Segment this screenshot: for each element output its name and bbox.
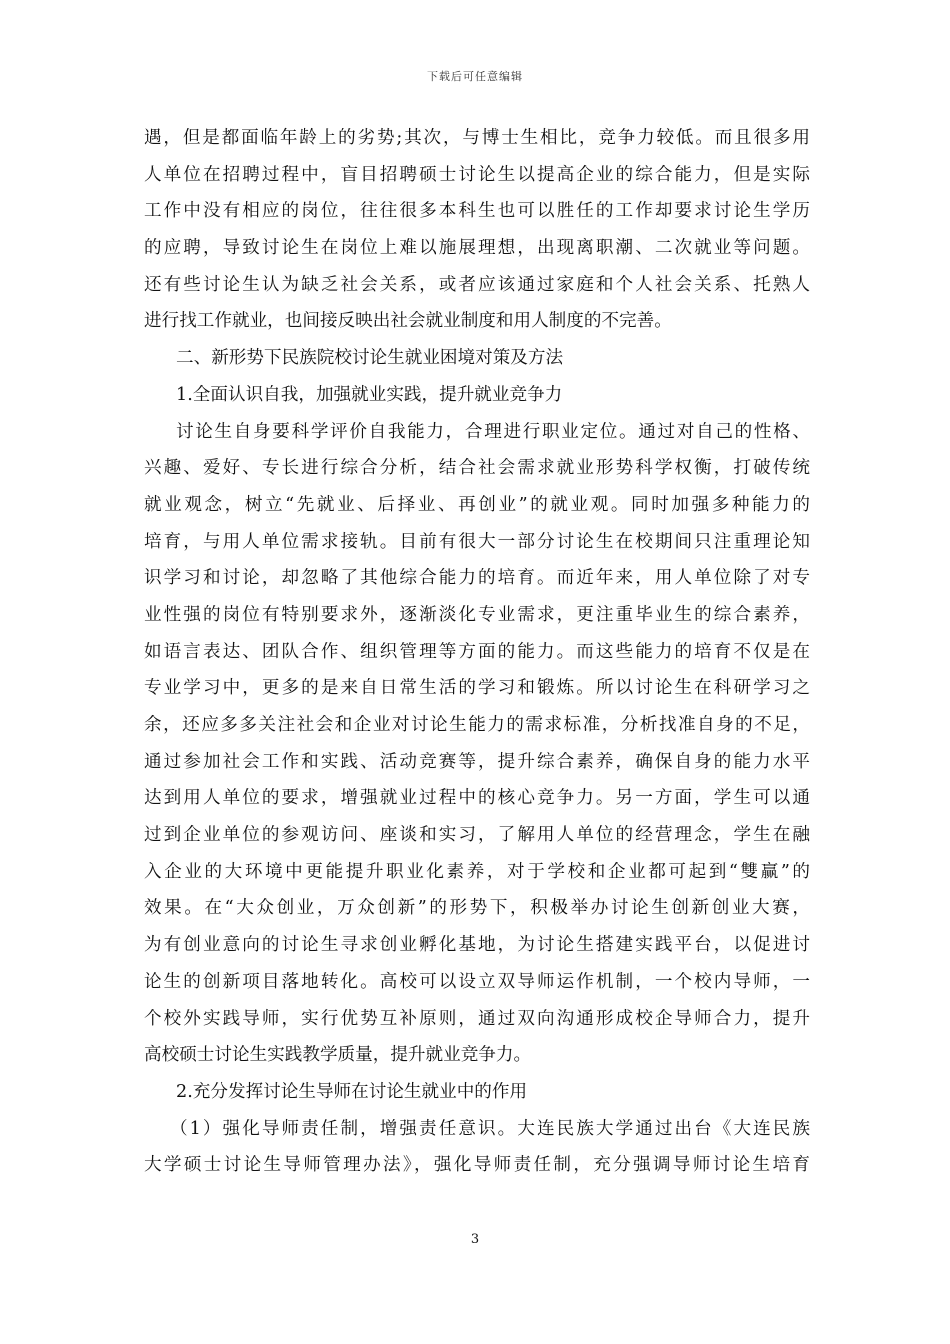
paragraph-line: 效果。在“大众创业，万众创新”的形势下，积极举办讨论生创新创业大赛， [144,898,810,919]
paragraph-line: 还有些讨论生认为缺乏社会关系，或者应该通过家庭和个人社会关系、托熟人 [144,274,810,295]
paragraph-line: 业性强的岗位有特别要求外，逐渐淡化专业需求，更注重毕业生的综合素养， [144,604,810,625]
paragraph-line: 遇，但是都面临年龄上的劣势;其次，与博士生相比，竞争力较低。而且很多用 [144,128,810,148]
section-heading: 二、新形势下民族院校讨论生就业困境对策及方法 [176,348,564,369]
paragraph-line: 高校硕士讨论生实践教学质量，提升就业竞争力。 [144,1045,532,1066]
subsection-heading: 2.充分发挥讨论生导师在讨论生就业中的作用 [176,1081,528,1102]
paragraph-line: 工作中没有相应的岗位，往往很多本科生也可以胜任的工作却要求讨论生学历 [144,201,810,222]
paragraph-line: 讨论生自身要科学评价自我能力，合理进行职业定位。通过对自己的性格、 [176,421,810,442]
paragraph-line: 余，还应多多关注社会和企业对讨论生能力的需求标准，分析找准自身的不足， [144,715,810,735]
paragraph-line: 大学硕士讨论生导师管理办法》，强化导师责任制，充分强调导师讨论生培育 [144,1155,810,1176]
paragraph-line: 论生的创新项目落地转化。高校可以设立双导师运作机制，一个校内导师，一 [144,971,810,992]
paragraph-line: 过到企业单位的参观访问、座谈和实习，了解用人单位的经营理念，学生在融 [144,825,810,846]
paragraph-line: 个校外实践导师，实行优势互补原则，通过双向沟通形成校企导师合力，提升 [144,1008,810,1029]
paragraph-line: 就业观念，树立“先就业、后择业、再创业”的就业观。同时加强多种能力的 [144,494,810,515]
paragraph-line: 为有创业意向的讨论生寻求创业孵化基地，为讨论生搭建实践平台，以促进讨 [144,935,810,956]
paragraph-line: 通过参加社会工作和实践、活动竞赛等，提升综合素养，确保自身的能力水平 [144,751,810,772]
paragraph-line: 入企业的大环境中更能提升职业化素养，对于学校和企业都可起到“雙赢”的 [144,861,810,882]
page-header: 下载后可任意编辑 [427,70,523,83]
page-number: 3 [470,1232,480,1247]
paragraph-line: 的应聘，导致讨论生在岗位上难以施展理想，出现离职潮、二次就业等问题。 [144,238,810,259]
document-body [144,120,810,1184]
paragraph-line: 进行找工作就业，也间接反映出社会就业制度和用人制度的不完善。 [144,311,672,332]
paragraph-line: 兴趣、爱好、专长进行综合分析，结合社会需求就业形势科学权衡，打破传统 [144,458,810,479]
paragraph-line: 培育，与用人单位需求接轨。目前有很大一部分讨论生在校期间只注重理论知 [144,531,810,552]
paragraph-line: 人单位在招聘过程中，盲目招聘硕士讨论生以提高企业的综合能力，但是实际 [144,164,810,185]
paragraph-line: 专业学习中，更多的是来自日常生活的学习和锻炼。所以讨论生在科研学习之 [144,678,810,699]
paragraph-line: 达到用人单位的要求，增强就业过程中的核心竞争力。另一方面，学生可以通 [144,788,810,809]
subsection-heading: 1.全面认识自我，加强就业实践，提升就业竞争力 [176,384,563,405]
paragraph-line: 如语言表达、团队合作、组织管理等方面的能力。而这些能力的培育不仅是在 [144,641,810,662]
paragraph-line: 识学习和讨论，却忽略了其他综合能力的培育。而近年来，用人单位除了对专 [144,568,810,589]
paragraph-line: （1）强化导师责任制，增强责任意识。大连民族大学通过出台《大连民族 [170,1118,810,1139]
